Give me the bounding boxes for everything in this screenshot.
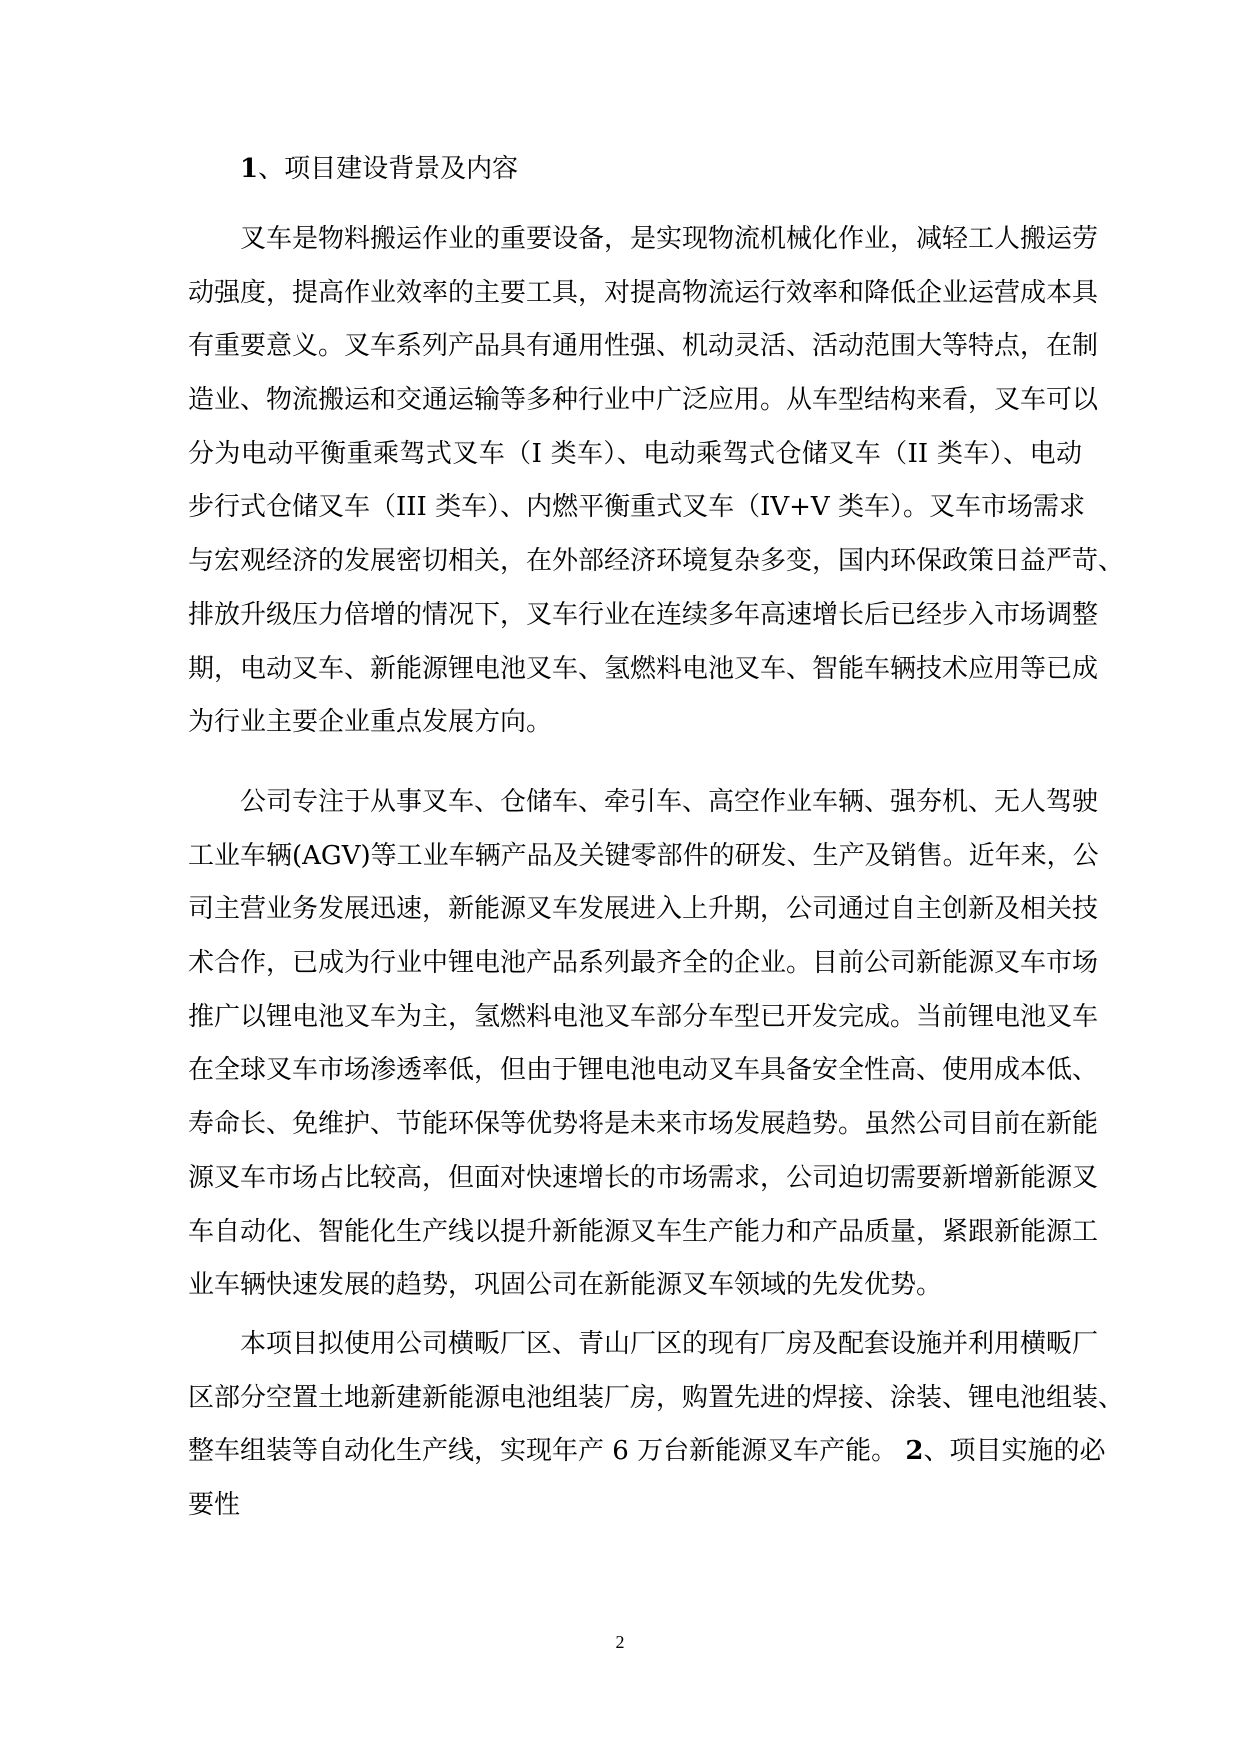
section-heading bbox=[188, 143, 1082, 197]
paragraph-line: 工业车辆(AGV)等工业车辆产品及关键零部件的研发、生产及销售。近年来，公 bbox=[188, 840, 1099, 871]
section-number: 2 bbox=[905, 1436, 924, 1467]
paragraph-line: 公司专注于从事叉车、仓储车、牵引车、高空作业车辆、强夯机、无人驾驶 bbox=[240, 787, 1099, 817]
paragraph-line: 车自动化、智能化生产线以提升新能源叉车生产能力和产品质量，紧跟新能源工 bbox=[188, 1216, 1099, 1247]
paragraph-line: 期，电动叉车、新能源锂电池叉车、氢燃料电池叉车、智能车辆技术应用等已成 bbox=[188, 653, 1099, 684]
page-number: 2 bbox=[615, 1632, 625, 1652]
section-title: 、项目实施的必 bbox=[923, 1436, 1106, 1467]
paragraph-line: 寿命长、免维护、节能环保等优势将是未来市场发展趋势。虽然公司目前在新能 bbox=[188, 1109, 1099, 1140]
body-paragraph bbox=[188, 213, 1125, 750]
body-paragraph bbox=[188, 776, 1099, 1313]
paragraph-line: 区部分空置土地新建新能源电池组装厂房，购置先进的焊接、涂装、锂电池组装、 bbox=[188, 1382, 1125, 1413]
paragraph-line: 本项目拟使用公司横畈厂区、青山厂区的现有厂房及配套设施并利用横畈厂 bbox=[240, 1329, 1099, 1359]
paragraph-line: 源叉车市场占比较高，但面对快速增长的市场需求，公司迫切需要新增新能源叉 bbox=[188, 1162, 1099, 1193]
paragraph-line: 司主营业务发展迅速，新能源叉车发展进入上升期，公司通过自主创新及相关技 bbox=[188, 894, 1099, 925]
section-number: 1 bbox=[240, 154, 259, 184]
paragraph-line: 与宏观经济的发展密切相关，在外部经济环境复杂多变，国内环保政策日益严苛、 bbox=[188, 546, 1125, 577]
paragraph-line: 有重要意义。叉车系列产品具有通用性强、机动灵活、活动范围大等特点，在制 bbox=[188, 331, 1099, 362]
paragraph-line: 术合作，已成为行业中锂电池产品系列最齐全的企业。目前公司新能源叉车市场 bbox=[188, 948, 1099, 979]
paragraph-line: 业车辆快速发展的趋势，巩固公司在新能源叉车领域的先发优势。 bbox=[188, 1270, 943, 1301]
section-title: 、项目建设背景及内容 bbox=[258, 154, 519, 184]
paragraph-line: 推广以锂电池叉车为主，氢燃料电池叉车部分车型已开发完成。当前锂电池叉车 bbox=[188, 1001, 1099, 1032]
paragraph-line: 造业、物流搬运和交通运输等多种行业中广泛应用。从车型结构来看，叉车可以 bbox=[188, 385, 1099, 416]
paragraph-line: 动强度，提高作业效率的主要工具，对提高物流运行效率和降低企业运营成本具 bbox=[188, 277, 1099, 308]
paragraph-line: 分为电动平衡重乘驾式叉车（I 类车）、电动乘驾式仓储叉车（II 类车）、电动 bbox=[188, 438, 1082, 469]
paragraph-text: 整车组装等自动化生产线，实现年产 6 万台新能源叉车产能。 bbox=[188, 1436, 906, 1467]
body-paragraph bbox=[188, 1318, 1125, 1533]
paragraph-line: 叉车是物料搬运作业的重要设备，是实现物流机械化作业，减轻工人搬运劳 bbox=[240, 224, 1099, 254]
paragraph-line: 为行业主要企业重点发展方向。 bbox=[188, 707, 553, 738]
paragraph-line: 排放升级压力倍增的情况下，叉车行业在连续多年高速增长后已经步入市场调整 bbox=[188, 599, 1099, 630]
paragraph-line: 在全球叉车市场渗透率低，但由于锂电池电动叉车具备安全性高、使用成本低、 bbox=[188, 1055, 1099, 1086]
paragraph-line-with-heading bbox=[188, 1425, 1106, 1479]
paragraph-line: 步行式仓储叉车（III 类车）、内燃平衡重式叉车（IV+V 类车）。叉车市场需求 bbox=[188, 492, 1085, 523]
section-title-continuation: 要性 bbox=[188, 1490, 241, 1521]
